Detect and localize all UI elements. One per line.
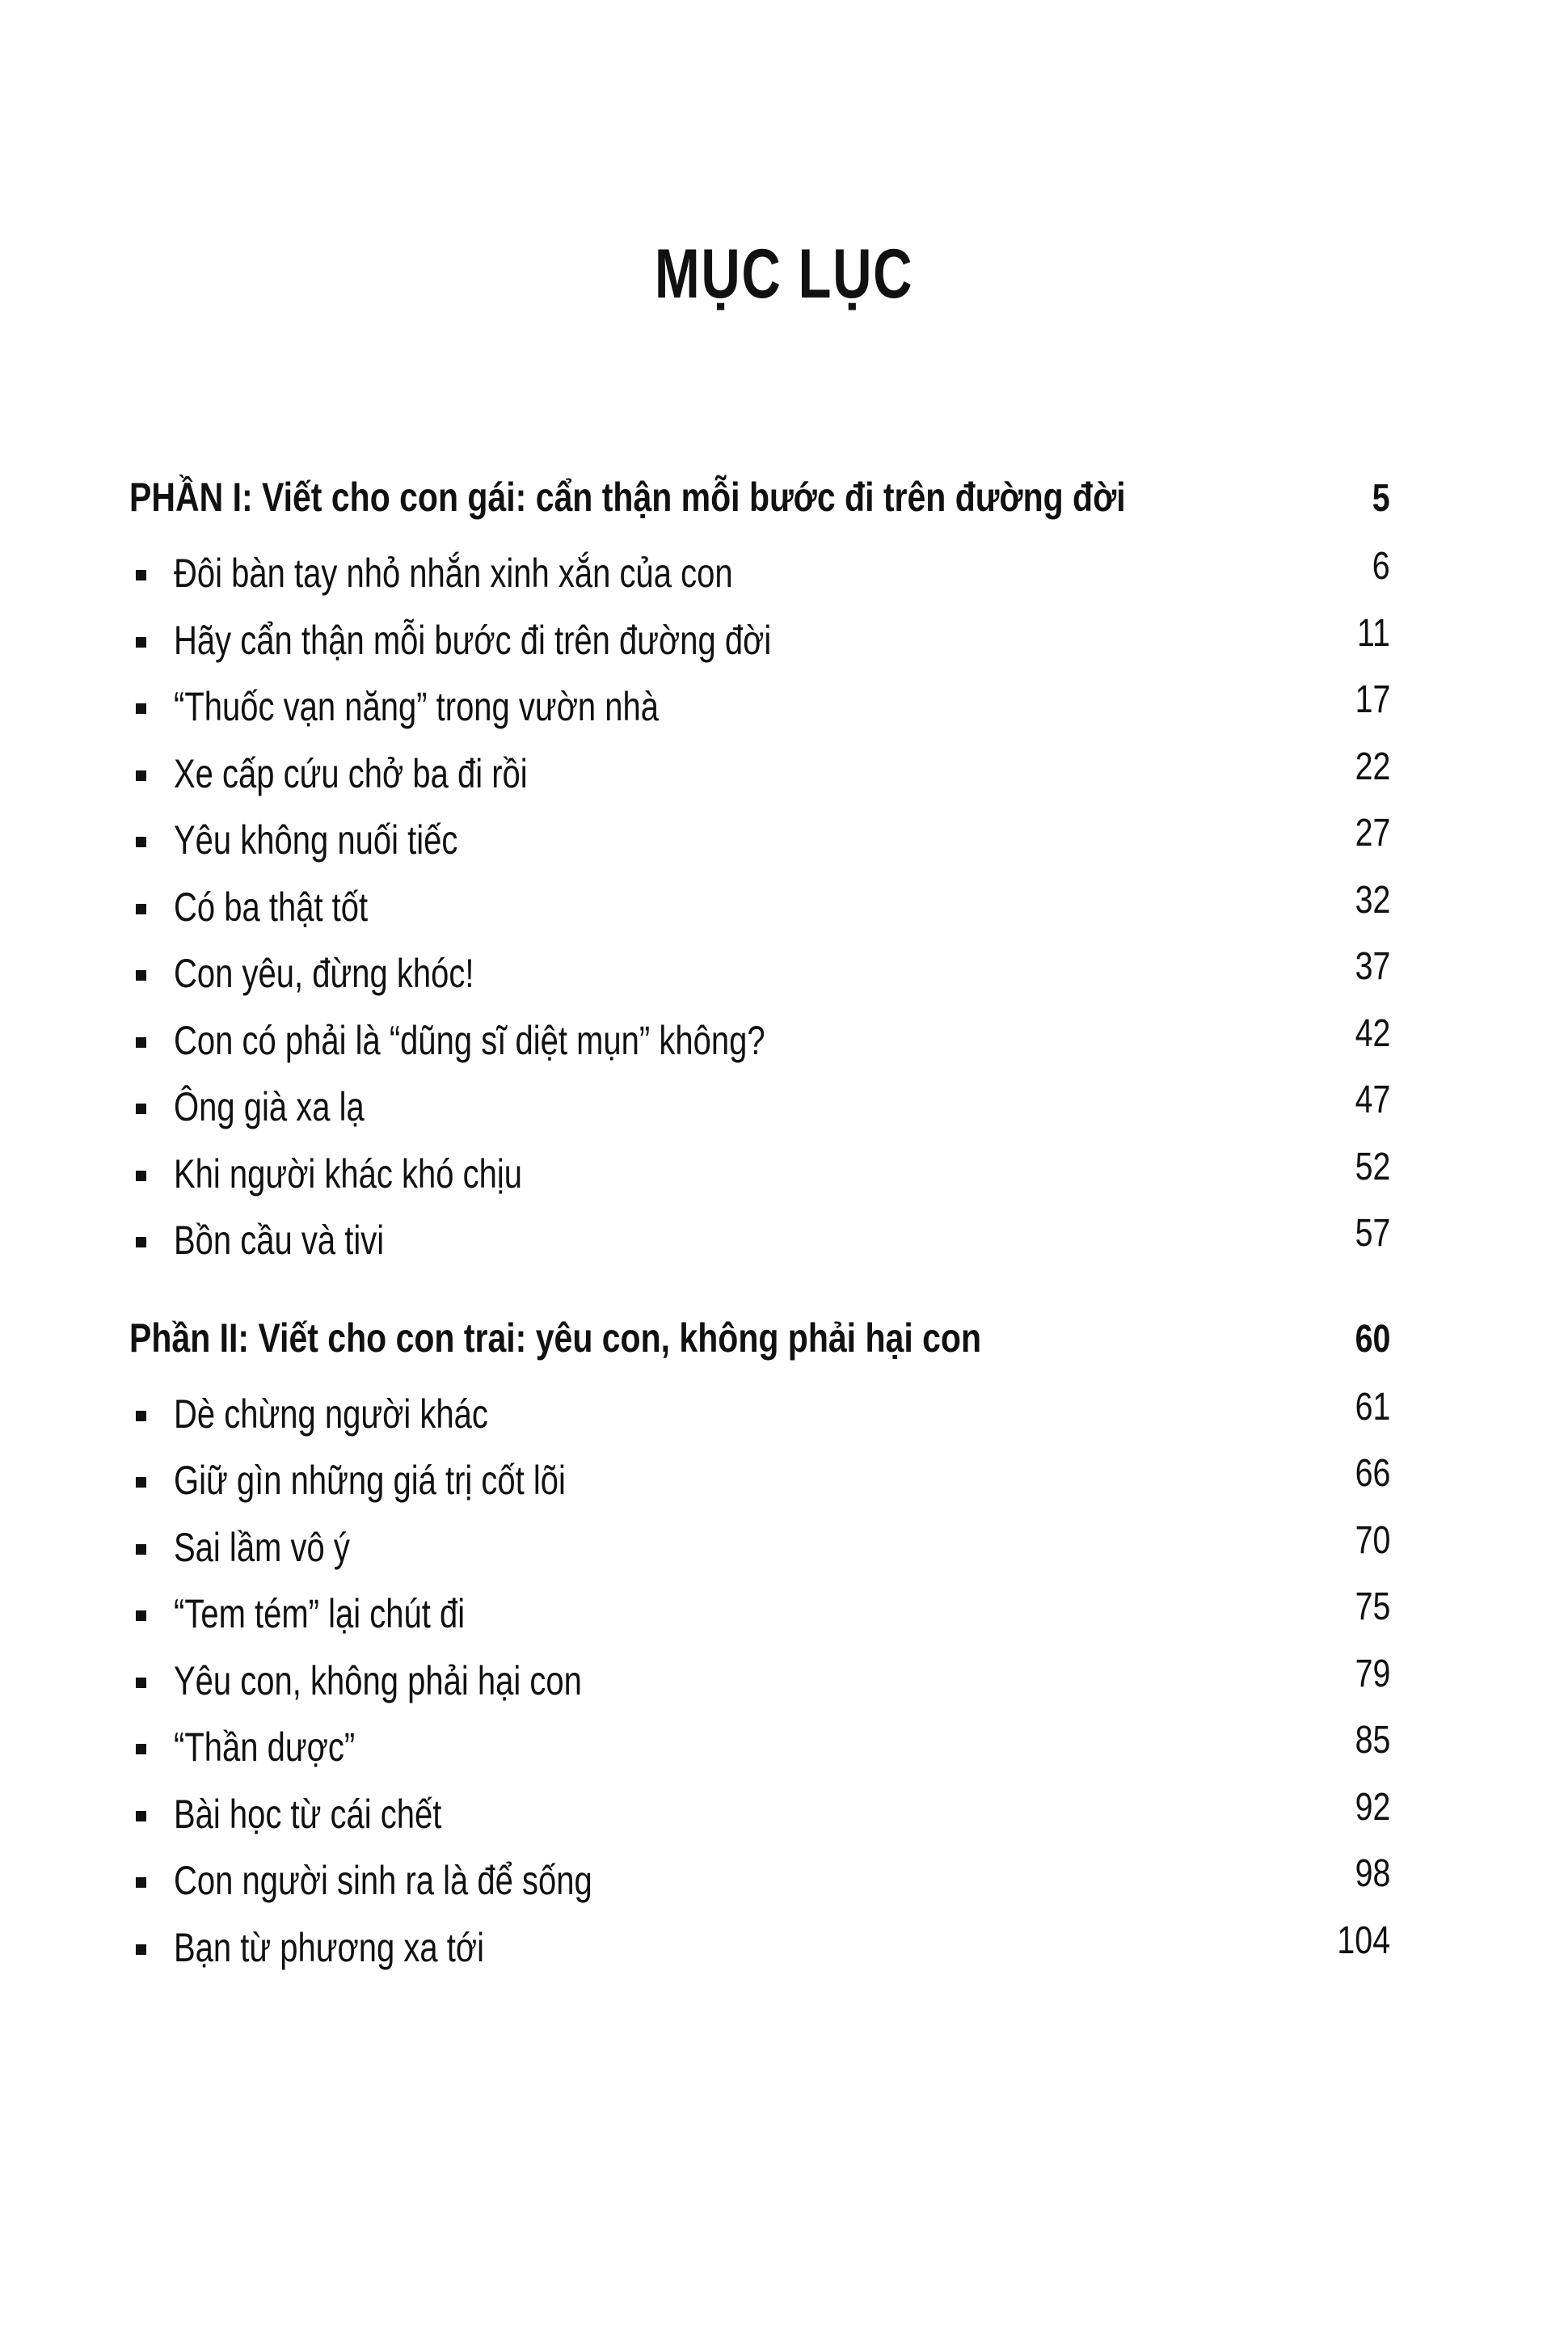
toc-entry xyxy=(129,1067,1390,1134)
toc-entry xyxy=(129,1441,1390,1508)
bullet-icon xyxy=(136,1477,146,1488)
toc-entry-page: 27 xyxy=(1355,812,1390,855)
bullet-icon xyxy=(136,770,146,781)
toc-entry-label: “Thuốc vạn năng” trong vườn nhà xyxy=(174,684,660,730)
toc-entry-page: 47 xyxy=(1355,1078,1390,1121)
toc-entry-label: Ông già xa lạ xyxy=(174,1084,365,1130)
toc-entry xyxy=(129,734,1390,801)
toc-section-1 xyxy=(129,461,1390,1268)
toc-entry-page: 79 xyxy=(1355,1652,1390,1695)
bullet-icon xyxy=(136,837,146,847)
bullet-icon xyxy=(136,1811,146,1821)
toc-entry xyxy=(129,1201,1390,1268)
toc-entry-label: Đôi bàn tay nhỏ nhắn xinh xắn của con xyxy=(174,551,733,597)
toc-entry-label: Con yêu, đừng khóc! xyxy=(174,951,474,997)
bullet-icon xyxy=(136,1037,146,1048)
section-heading-page: 5 xyxy=(1372,477,1390,520)
toc-entry xyxy=(129,667,1390,734)
toc-entry-page: 11 xyxy=(1357,611,1390,655)
toc-entry-page: 61 xyxy=(1355,1385,1390,1429)
bullet-icon xyxy=(136,1237,146,1247)
toc-entry-label: “Tem tém” lại chút đi xyxy=(174,1591,466,1637)
toc-entry-page: 6 xyxy=(1372,545,1390,588)
toc-entry xyxy=(129,934,1390,1001)
toc-entry-page: 22 xyxy=(1355,745,1390,788)
toc-entry-label: Dè chừng người khác xyxy=(174,1391,488,1437)
bullet-icon xyxy=(136,970,146,981)
toc-entry-label: Bạn từ phương xa tới xyxy=(174,1924,484,1970)
bullet-icon xyxy=(136,904,146,914)
bullet-icon xyxy=(136,1171,146,1181)
bullet-icon xyxy=(136,1744,146,1754)
toc-entry xyxy=(129,867,1390,935)
toc-entry-label: Yêu không nuối tiếc xyxy=(174,817,458,863)
toc-entry xyxy=(129,1574,1390,1641)
page-title: MỤC LỤC xyxy=(654,235,914,313)
toc-entry-page: 85 xyxy=(1355,1719,1390,1762)
bullet-icon xyxy=(136,1544,146,1555)
toc-entry xyxy=(129,1707,1390,1775)
bullet-icon xyxy=(136,1944,146,1955)
toc-entry-page: 37 xyxy=(1355,945,1390,988)
table-of-contents xyxy=(129,461,1390,1974)
toc-entry xyxy=(129,1775,1390,1842)
toc-entry xyxy=(129,1374,1390,1441)
toc-entry-page: 32 xyxy=(1355,878,1390,922)
toc-entry-page: 104 xyxy=(1337,1918,1390,1962)
section-heading-label: Phần II: Viết cho con trai: yêu con, không phải hại con xyxy=(129,1315,981,1361)
toc-entry-label: Con có phải là “dũng sĩ diệt mụn” không? xyxy=(174,1017,765,1063)
toc-entry-page: 17 xyxy=(1355,678,1390,721)
toc-entry-page: 92 xyxy=(1355,1785,1390,1829)
toc-entry-label: Yêu con, không phải hại con xyxy=(174,1657,582,1703)
section-heading-page: 60 xyxy=(1355,1317,1390,1361)
toc-entry-label: Bồn cầu và tivi xyxy=(174,1218,385,1264)
toc-entry-label: Con người sinh ra là để sống xyxy=(174,1858,592,1904)
toc-entry xyxy=(129,601,1390,668)
section-heading-label: PHẦN I: Viết cho con gái: cẩn thận mỗi bước đi trên đường đời xyxy=(129,475,1126,520)
toc-section-2 xyxy=(129,1302,1390,1975)
toc-entry xyxy=(129,1908,1390,1975)
toc-entry-label: Bài học từ cái chết xyxy=(174,1791,442,1837)
toc-entry-page: 98 xyxy=(1355,1852,1390,1895)
toc-entry xyxy=(129,1508,1390,1575)
toc-entry-label: Hãy cẩn thận mỗi bước đi trên đường đời xyxy=(174,617,772,663)
toc-entry-label: Giữ gìn những giá trị cốt lõi xyxy=(174,1458,566,1504)
section-heading xyxy=(129,461,1390,534)
toc-entry xyxy=(129,1134,1390,1201)
bullet-icon xyxy=(136,1411,146,1421)
toc-entry-page: 57 xyxy=(1355,1212,1390,1255)
toc-entry-page: 70 xyxy=(1355,1518,1390,1562)
toc-entry-page: 75 xyxy=(1355,1585,1390,1628)
toc-entry xyxy=(129,1641,1390,1708)
section-heading xyxy=(129,1302,1390,1374)
toc-entry-label: Có ba thật tốt xyxy=(174,884,369,930)
bullet-icon xyxy=(136,1104,146,1114)
bullet-icon xyxy=(136,637,146,648)
toc-entry-page: 42 xyxy=(1355,1011,1390,1055)
toc-entry-page: 52 xyxy=(1355,1145,1390,1188)
toc-entry-page: 66 xyxy=(1355,1452,1390,1495)
bullet-icon xyxy=(136,1610,146,1621)
toc-entry xyxy=(129,1841,1390,1908)
bullet-icon xyxy=(136,1877,146,1888)
toc-entry xyxy=(129,800,1390,867)
toc-entry-label: “Thần dược” xyxy=(174,1724,356,1771)
bullet-icon xyxy=(136,703,146,714)
toc-entry xyxy=(129,534,1390,601)
toc-entry-label: Xe cấp cứu chở ba đi rồi xyxy=(174,750,528,796)
bullet-icon xyxy=(136,570,146,580)
toc-entry-label: Khi người khác khó chịu xyxy=(174,1150,523,1197)
toc-entry xyxy=(129,1001,1390,1068)
toc-entry-label: Sai lầm vô ý xyxy=(174,1524,350,1570)
bullet-icon xyxy=(136,1678,146,1688)
